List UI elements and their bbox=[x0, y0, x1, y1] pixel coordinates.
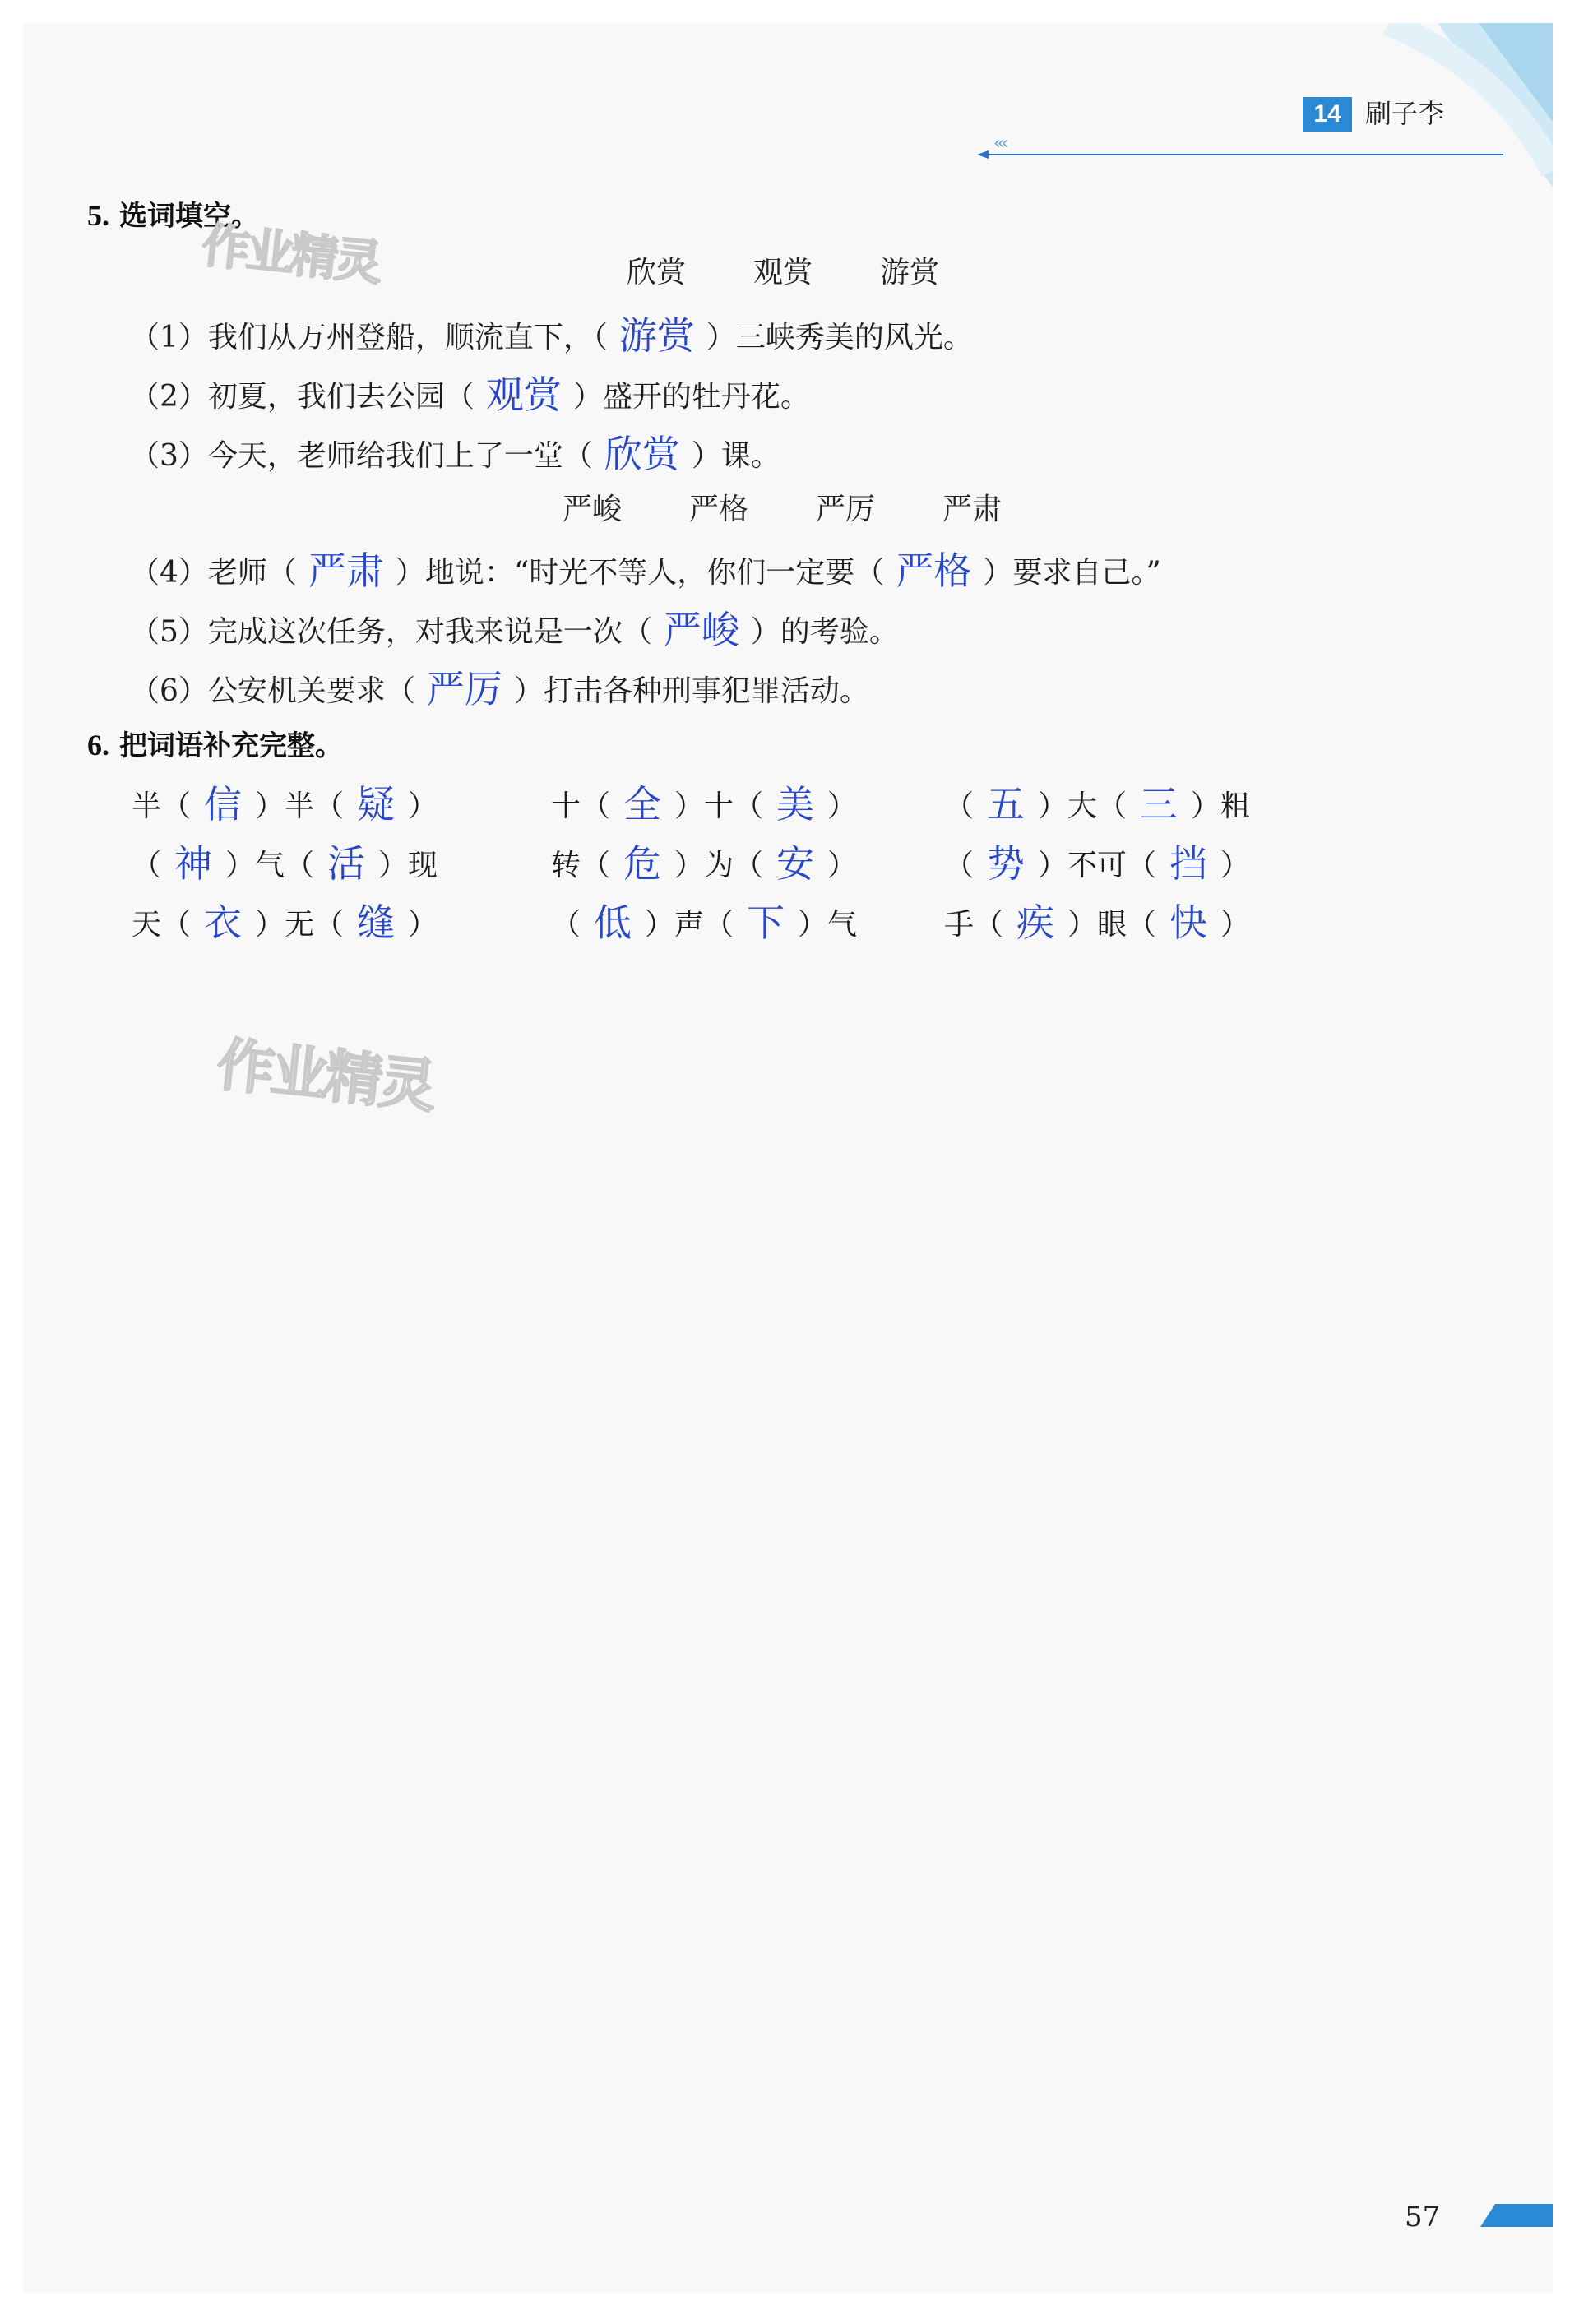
item-text: ）要求自己。” bbox=[983, 556, 1161, 590]
q5-item-6 bbox=[130, 664, 869, 716]
idiom-part: ）粗 bbox=[1191, 789, 1251, 823]
item-text: （4）老师（ bbox=[130, 556, 297, 590]
idiom-part: 半（ bbox=[132, 789, 192, 823]
idiom-item bbox=[132, 839, 438, 891]
idiom-part: ） bbox=[408, 908, 438, 942]
item-text: （3）今天，老师给我们上了一堂（ bbox=[130, 439, 593, 473]
idiom-item bbox=[944, 780, 1250, 831]
item-text: （5）完成这次任务，对我来说是一次（ bbox=[130, 615, 652, 649]
answer-text: 疾 bbox=[1016, 900, 1055, 945]
answer-text: 缝 bbox=[357, 900, 396, 945]
idiom-part: （ bbox=[944, 789, 975, 823]
answer-text: 严肃 bbox=[308, 549, 384, 593]
answer-text: 游赏 bbox=[618, 313, 695, 358]
idiom-part: ） bbox=[1220, 908, 1251, 942]
answer-text: 严厉 bbox=[426, 667, 502, 711]
answer-text: 势 bbox=[987, 841, 1026, 886]
page-corner-tab bbox=[1480, 2204, 1553, 2227]
q5-item-2 bbox=[130, 370, 810, 422]
word-option: 严厉 bbox=[816, 493, 876, 526]
answer-text: 下 bbox=[747, 900, 785, 945]
answer-text: 欣赏 bbox=[604, 432, 680, 476]
word-bank-2 bbox=[563, 488, 1069, 531]
idiom-part: ）半（ bbox=[255, 789, 345, 823]
watermark-middle: 作业精灵 bbox=[213, 1030, 437, 1121]
idiom-part: ）眼（ bbox=[1067, 908, 1157, 942]
word-option: 观赏 bbox=[753, 256, 813, 289]
answer-text: 活 bbox=[327, 841, 366, 886]
watermark-top: 作业精灵 bbox=[199, 216, 382, 292]
q5-item-3 bbox=[130, 429, 780, 481]
idiom-part: ） bbox=[827, 849, 858, 882]
idiom-part: ）十（ bbox=[674, 789, 764, 823]
idiom-part: （ bbox=[132, 849, 162, 882]
item-text: ）课。 bbox=[691, 439, 780, 473]
idiom-item bbox=[132, 898, 438, 950]
question-number: 5. bbox=[87, 199, 109, 232]
idiom-item bbox=[551, 839, 857, 891]
page-number: 57 bbox=[1405, 2201, 1441, 2234]
answer-text: 严峻 bbox=[663, 608, 739, 652]
answer-text: 挡 bbox=[1169, 841, 1208, 886]
answer-text: 美 bbox=[776, 782, 815, 826]
word-option: 欣赏 bbox=[627, 256, 687, 289]
answer-text: 疑 bbox=[357, 782, 396, 826]
idiom-part: ） bbox=[1220, 849, 1251, 882]
idiom-part: 手（ bbox=[944, 908, 1004, 942]
word-bank-1 bbox=[627, 252, 1007, 294]
idiom-part: ） bbox=[827, 789, 858, 823]
idiom-item bbox=[132, 780, 438, 831]
question-number: 6. bbox=[87, 729, 109, 762]
idiom-part: 十（ bbox=[551, 789, 611, 823]
question-prompt: 把词语补充完整。 bbox=[119, 729, 343, 762]
workbook-page bbox=[23, 23, 1553, 2293]
answer-text: 三 bbox=[1140, 782, 1178, 826]
item-text: ）三峡秀美的风光。 bbox=[706, 321, 973, 354]
idiom-part: （ bbox=[551, 908, 581, 942]
answer-text: 低 bbox=[594, 900, 632, 945]
idiom-part: ） bbox=[408, 789, 438, 823]
item-text: （6）公安机关要求（ bbox=[130, 674, 415, 708]
item-text: （1）我们从万州登船，顺流直下，（ bbox=[130, 321, 608, 354]
idiom-part: ）为（ bbox=[674, 849, 764, 882]
idiom-part: ）无（ bbox=[255, 908, 345, 942]
item-text: ）的考验。 bbox=[750, 615, 899, 649]
answer-text: 衣 bbox=[204, 900, 243, 945]
lesson-title: 刷子李 bbox=[1365, 98, 1445, 129]
idiom-part: ）声（ bbox=[645, 908, 734, 942]
idiom-part: 天（ bbox=[132, 908, 192, 942]
idiom-item bbox=[551, 780, 857, 831]
item-text: ）打击各种刑事犯罪活动。 bbox=[513, 674, 869, 708]
answer-text: 神 bbox=[174, 841, 213, 886]
word-option: 严格 bbox=[689, 493, 749, 526]
q5-item-5 bbox=[130, 605, 899, 657]
lesson-number-badge: 14 bbox=[1303, 97, 1352, 132]
idiom-part: ）大（ bbox=[1038, 789, 1128, 823]
item-text: ）地说：“时光不等人，你们一定要（ bbox=[395, 556, 885, 590]
idiom-item bbox=[944, 839, 1250, 891]
chevron-icons: ‹‹‹ bbox=[993, 133, 1006, 154]
item-text: ）盛开的牡丹花。 bbox=[572, 380, 810, 414]
answer-text: 信 bbox=[204, 782, 243, 826]
idiom-part: ）气 bbox=[798, 908, 858, 942]
header-underline bbox=[977, 143, 1503, 168]
answer-text: 观赏 bbox=[485, 373, 562, 417]
word-option: 严肃 bbox=[942, 493, 1003, 526]
idiom-part: （ bbox=[944, 849, 975, 882]
idiom-part: ）气（ bbox=[225, 849, 315, 882]
answer-text: 安 bbox=[776, 841, 815, 886]
word-option: 游赏 bbox=[880, 256, 940, 289]
question-6-title bbox=[87, 724, 343, 767]
idiom-part: ）现 bbox=[378, 849, 438, 882]
answer-text: 危 bbox=[623, 841, 662, 886]
question-prompt: 选词填空。 bbox=[119, 200, 259, 233]
idiom-item bbox=[551, 898, 857, 950]
word-option: 严峻 bbox=[563, 493, 623, 526]
answer-text: 严格 bbox=[896, 549, 972, 593]
idiom-item bbox=[944, 898, 1250, 950]
q5-item-1 bbox=[130, 311, 973, 363]
idiom-part: 转（ bbox=[551, 849, 611, 882]
answer-text: 全 bbox=[623, 782, 662, 826]
q5-item-4 bbox=[130, 546, 1161, 598]
item-text: （2）初夏，我们去公园（ bbox=[130, 380, 475, 414]
idiom-part: ）不可（ bbox=[1038, 849, 1157, 882]
answer-text: 快 bbox=[1169, 900, 1208, 945]
answer-text: 五 bbox=[987, 782, 1026, 826]
